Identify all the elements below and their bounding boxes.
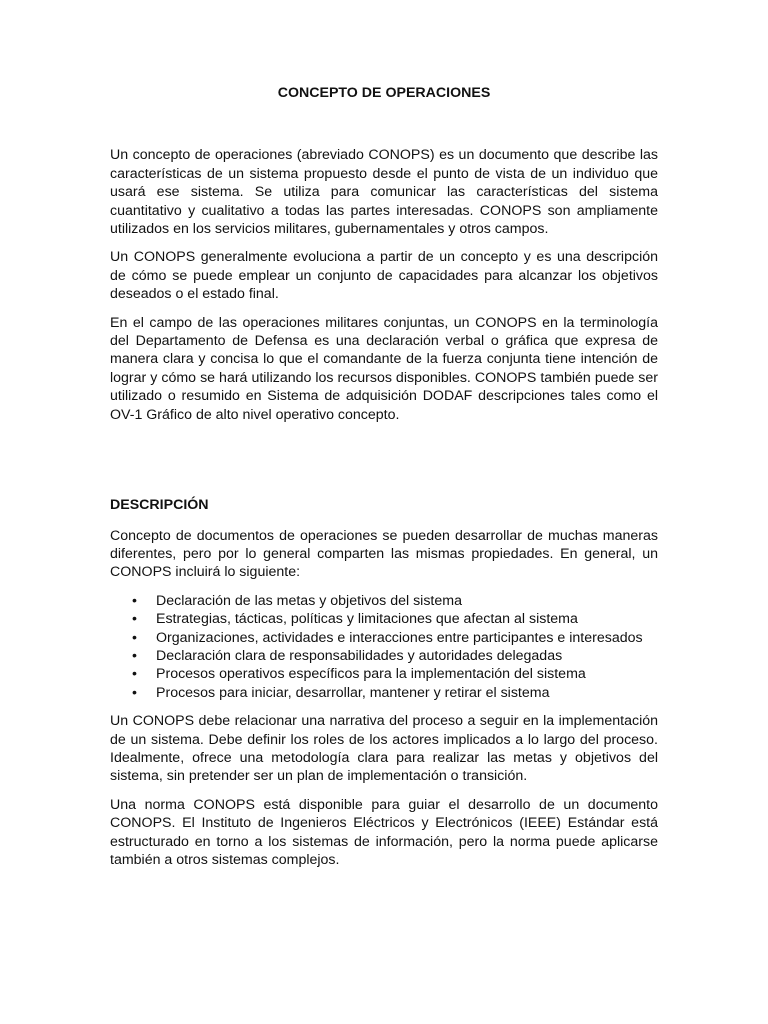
list-item-text: Procesos para iniciar, desarrollar, mantener y retirar el sistema [156, 684, 550, 701]
bullet-icon: • [132, 629, 137, 646]
intro-paragraph-2: Un CONOPS generalmente evoluciona a partir de un concepto y es una descripción de cómo se puede emplear un conjunto de capacidades para alcanzar los objetivos deseados o el estado final. [110, 249, 658, 303]
section-intro-paragraph: Concepto de documentos de operaciones se pueden desarrollar de muchas maneras diferentes, pero por lo general comparten las mismas propiedades. En general, un CONOPS incluirá lo siguiente: [110, 527, 658, 581]
list-item [110, 629, 658, 647]
intro-paragraph-3: En el campo de las operaciones militares conjuntas, un CONOPS en la terminología del Departamento de Defensa es una declaración verbal o gráfica que expresa de manera clara y concisa lo que el comandante de la fuerza conjunta tiene intención de lograr y cómo se hará utilizando los recursos disponibles. CONOPS también puede ser utilizado o resumido en Sistema de adquisición DODAF descripciones tales como el OV-1 Gráfico de alto nivel operativo concepto. [110, 314, 658, 423]
section-heading: DESCRIPCIÓN [110, 497, 209, 514]
list-item [110, 592, 658, 610]
list-item [110, 647, 658, 665]
list-item-text: Estrategias, tácticas, políticas y limitaciones que afectan al sistema [156, 611, 578, 628]
list-item-text: Declaración de las metas y objetivos del sistema [156, 592, 462, 609]
bullet-icon: • [132, 666, 137, 683]
list-item [110, 684, 658, 702]
list-item [110, 665, 658, 683]
section-spacer [110, 434, 658, 496]
list-item-text: Declaración clara de responsabilidades y autoridades delegadas [156, 647, 563, 664]
closing-paragraph-1: Un CONOPS debe relacionar una narrativa del proceso a seguir en la implementación de un sistema. Debe definir los roles de los actores implicados a lo largo del proceso. Idealmente, ofrece una metodología clara para realizar las metas y objetivos del sistema, sin pretender ser un plan de implementación o transición. [110, 713, 658, 785]
closing-paragraph-2: Una norma CONOPS está disponible para guiar el desarrollo de un documento CONOPS. El Instituto de Ingenieros Eléctricos y Electrónicos (IEEE) Estándar está estructurado en torno a los sistemas de información, pero la norma puede aplicarse también a otros sistemas complejos. [110, 796, 658, 868]
bullet-icon: • [132, 611, 137, 628]
bullet-list [110, 592, 658, 702]
list-item [110, 610, 658, 628]
bullet-icon: • [132, 647, 137, 664]
intro-paragraph-1: Un concepto de operaciones (abreviado CONOPS) es un documento que describe las características de un sistema propuesto desde el punto de vista de un individuo que usará ese sistema. Se utiliza para comunicar las características del sistema cuantitativo y cualitativo a todas las partes interesadas. CONOPS son ampliamente utilizados en los servicios militares, gubernamentales y otros campos. [110, 147, 658, 238]
document-title: CONCEPTO DE OPERACIONES [277, 85, 491, 101]
list-item-text: Organizaciones, actividades e interacciones entre participantes e interesados [156, 629, 643, 646]
list-item-text: Procesos operativos específicos para la implementación del sistema [156, 666, 586, 683]
bullet-icon: • [132, 592, 137, 609]
bullet-icon: • [132, 684, 137, 701]
